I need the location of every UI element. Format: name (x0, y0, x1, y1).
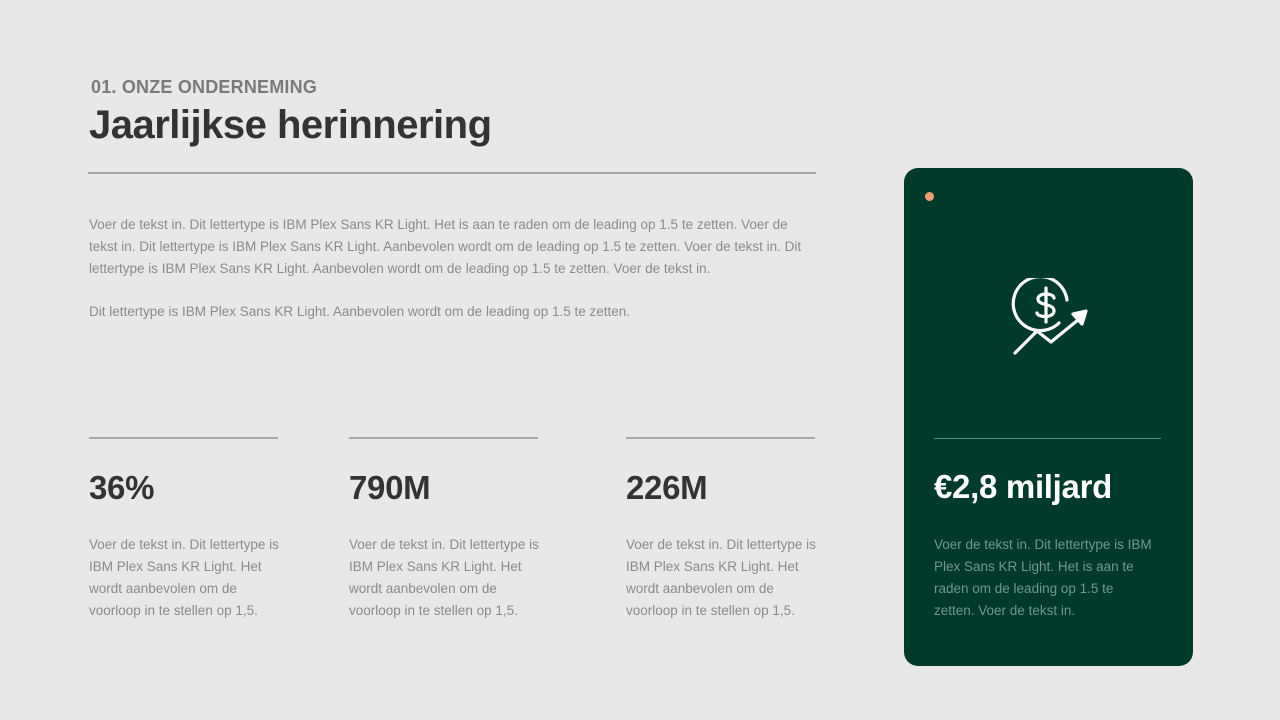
card-divider (934, 438, 1161, 439)
stat-description: Voer de tekst in. Dit lettertype is IBM Plex Sans KR Light. Het wordt aanbevolen om de voorloop in te stellen op 1,5. (626, 537, 816, 618)
intro-paragraph-2: Dit lettertype is IBM Plex Sans KR Light. Aanbevolen wordt om de leading op 1.5 te zetten. (89, 304, 631, 319)
stat-value: 790M (349, 469, 431, 506)
stat-description: Voer de tekst in. Dit lettertype is IBM Plex Sans KR Light. Het wordt aanbevolen om de voorloop in te stellen op 1,5. (89, 537, 279, 618)
title-divider (88, 172, 816, 174)
card-value: €2,8 miljard (934, 468, 1112, 505)
highlight-card (904, 168, 1193, 666)
accent-dot (925, 192, 934, 201)
intro-paragraph-1: Voer de tekst in. Dit lettertype is IBM Plex Sans KR Light. Het is aan te raden om de leading op 1.5 te zetten. Voer de tekst in. Dit lettertype is IBM Plex Sans KR Light. Aanbevolen wordt om de leading op 1.5 te zetten. Voer de tekst in. Dit lettertype is IBM Plex Sans KR Light. Aanbevolen wordt om de leading op 1.5 te zetten. Voer de tekst in. (89, 217, 802, 276)
stat-divider (349, 437, 538, 439)
section-label: 01. ONZE ONDERNEMING (91, 77, 318, 97)
page-title: Jaarlijkse herinnering (89, 103, 492, 147)
stat-block-2 (349, 437, 539, 622)
stat-description: Voer de tekst in. Dit lettertype is IBM Plex Sans KR Light. Het wordt aanbevolen om de voorloop in te stellen op 1,5. (349, 537, 539, 618)
stat-value: 36% (89, 469, 155, 506)
stat-block-3 (626, 437, 816, 622)
intro-text (89, 214, 809, 323)
stat-divider (626, 437, 815, 439)
card-description: Voer de tekst in. Dit lettertype is IBM Plex Sans KR Light. Het is aan te raden om de leading op 1.5 te zetten. Voer de tekst in. (934, 537, 1152, 618)
dollar-growth-icon (1010, 278, 1094, 358)
stat-block-1 (89, 437, 279, 622)
stat-value: 226M (626, 469, 708, 506)
stat-divider (89, 437, 278, 439)
